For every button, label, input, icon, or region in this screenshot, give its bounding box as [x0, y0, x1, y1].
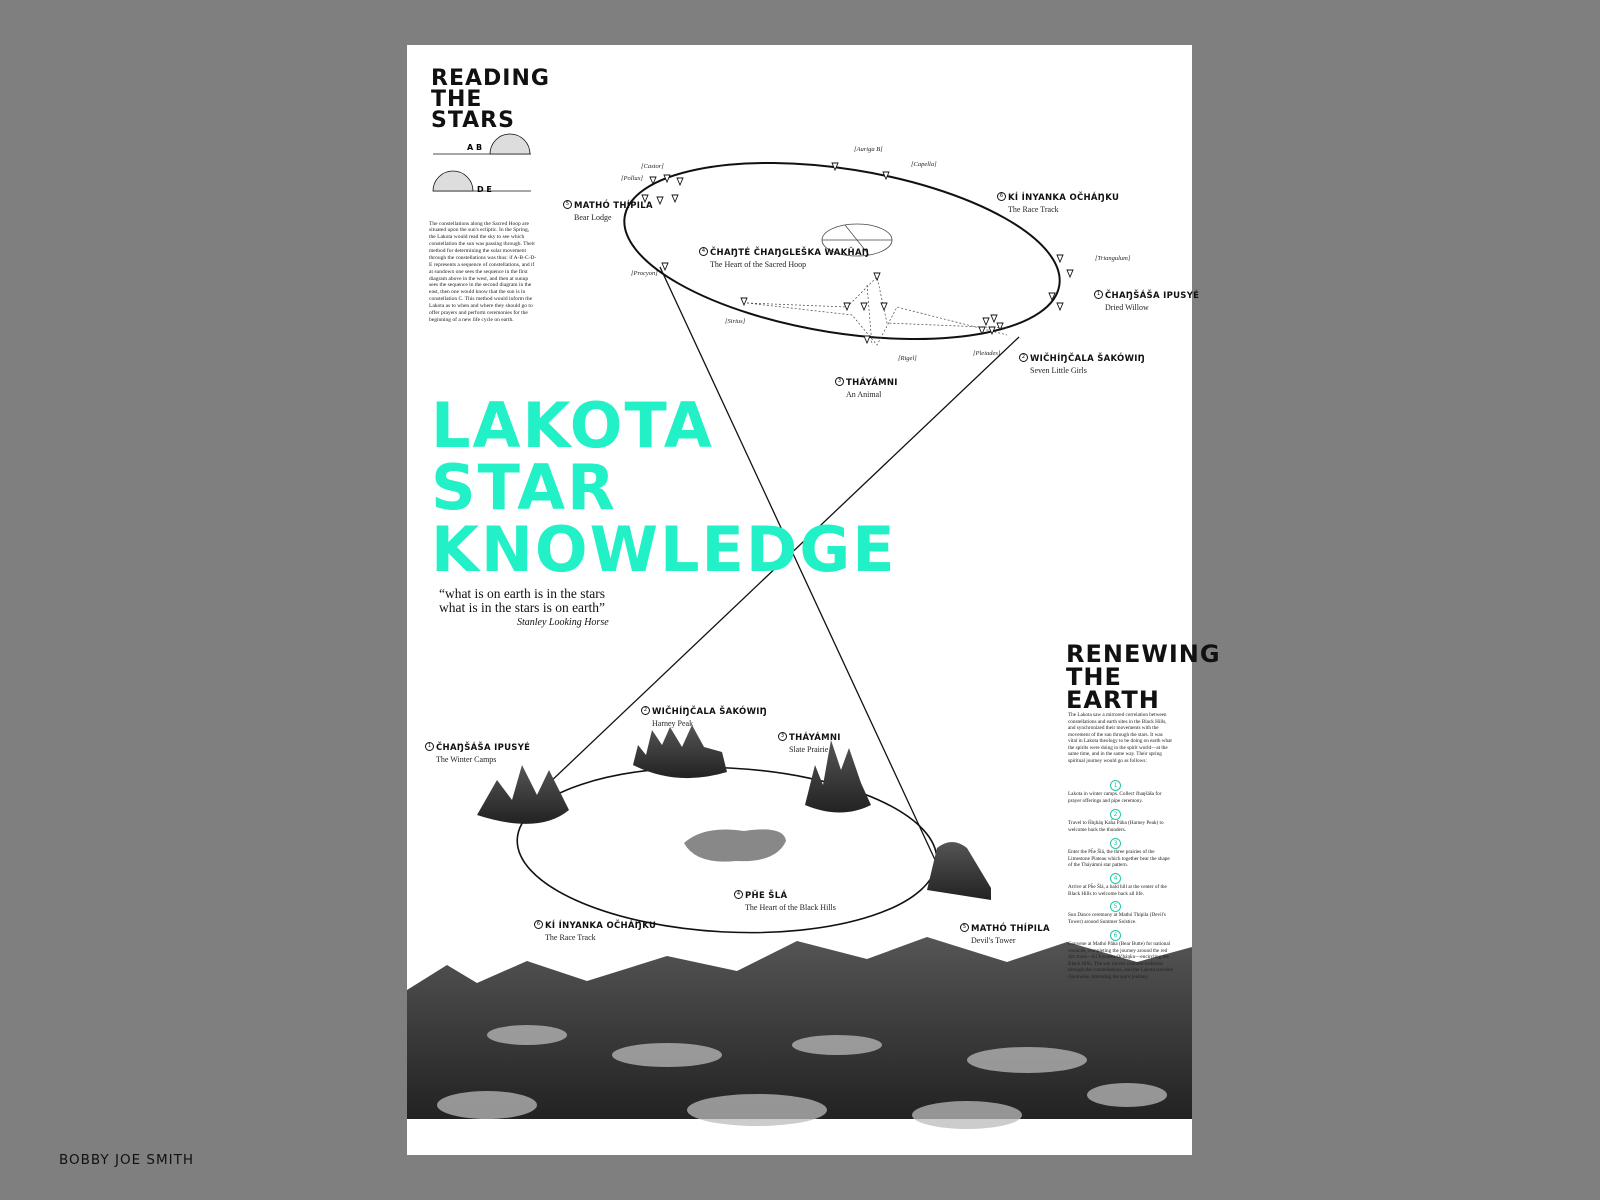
- star-name: [Pollux]: [621, 175, 644, 182]
- reading-heading: READING THE STARS: [431, 66, 550, 133]
- step-text: Travel to Ḧiŋháŋ Kaȟa Páha (Harney Peak) to welcome back the thunders.: [1068, 820, 1164, 833]
- page-title: [431, 389, 897, 586]
- step-number: 5: [1110, 901, 1121, 912]
- earth-label: 3 THÁYÁMNI Slate Prairie: [778, 727, 841, 754]
- diagram-letters-bottom: D E: [477, 185, 492, 194]
- sky-label: 5 MATHÓ THÍPILA Bear Lodge: [563, 195, 653, 222]
- earth-label: 6 KÍ ÍNYANKA OČHÁŊKU The Race Track: [534, 915, 656, 942]
- harney-peak-rocks: [633, 725, 727, 778]
- step-number: 3: [1110, 838, 1121, 849]
- renewing-heading: RENEWING THE EARTH: [1066, 640, 1221, 714]
- star-name: [Pleiades]: [973, 350, 1001, 357]
- tipi-camp: [477, 765, 569, 824]
- quote-author: Stanley Looking Horse: [517, 617, 609, 628]
- step-text: Sun Dance ceremony at Mathó Thípila (Devil's Tower) around Summer Solstice.: [1068, 912, 1166, 925]
- earth-label: 1 ČHAŊŠÁŠA IPUSYÉ The Winter Camps: [425, 737, 530, 764]
- star-name: [Castor]: [641, 163, 664, 170]
- star-name: [Auriga B]: [854, 146, 883, 153]
- poster: [407, 45, 1221, 1155]
- quote: “what is on earth is in the stars what is in the stars is on earth”: [438, 586, 606, 616]
- step-text: Convene at Mathó Páha (Bear Butte) for national councils, completing the journey around the red dirt track—Kí Ínyanka Očháŋku—encircling the Black Hills. The sun moves counterclockwise through the constellations, and the Lakota traveled clockwise, mirroring the sun's journey.: [1068, 941, 1174, 980]
- earth-label: 5 MATHÓ THÍPILA Devil's Tower: [960, 918, 1050, 945]
- sky-label: 2 WIČHÍŊČALA ŠAKÓWIŊ Seven Little Girls: [1019, 348, 1145, 375]
- sky-label: 4 ČHAŊTÉ ČHAŊGLEŠKA WAKȞAŊ The Heart of the Sacred Hoop: [699, 242, 869, 269]
- author-credit: BOBBY JOE SMITH: [59, 1152, 194, 1168]
- sky-label: 3 THÁYÁMNI An Animal: [835, 372, 898, 399]
- star-name: [Procyon]: [631, 270, 658, 277]
- sky-label: 1 ČHAŊŠÁŠA IPUSYÉ Dried Willow: [1094, 285, 1199, 312]
- reading-text: The constellations along the Sacred Hoop are situated upon the sun's ecliptic. In the Spring, the Lakota would read the sky to see which constellation the sun was passing through. Their method for determining the solar movement through the constellations was thus: if A-B-C-D-E represents a sequence of constellations, and if at sundown one sees the sequence in the first diagram above in the west, and then at sunup sees the sequence in the second diagram in the east, then one would know that the sun is in constellation C. This method would inform the Lakota as to when and where they should go to offer prayers and perform ceremonies for the beginning of a new life cycle on earth.: [429, 220, 537, 323]
- title-line: KNOWLEDGE: [431, 513, 897, 586]
- heart-black-hills: [684, 829, 786, 861]
- step-text: Arrive at Pȟe Šlá, a bald hill at the center of the Black Hills to welcome back all life.: [1068, 884, 1167, 897]
- earth-label: 2 WIČHÍŊČALA ŠAKÓWIŊ Harney Peak: [641, 701, 767, 728]
- renewing-text: The Lakota saw a mirrored correlation between constellations and earth sites in the Black Hills, and synchronized their movements with the movement of the sun through the stars. It was vital in Lakota theology to be doing on earth what the spirits were doing in the spirit world—at the same time, and in the same way. Their spring spiritual journey would go as follows:: [1068, 712, 1172, 764]
- earth-label: 4 PȞE ŠLÁ The Heart of the Black Hills: [734, 885, 836, 912]
- diagram-letters-top: A B: [467, 143, 483, 152]
- title-line: STAR: [431, 451, 617, 524]
- step-number: 1: [1110, 780, 1121, 791]
- earth-sites: [477, 725, 991, 900]
- step-text: Lakota in winter camps. Collect čhaŋšáša for prayer offerings and pipe ceremony.: [1068, 791, 1162, 804]
- sky-label: 6 KÍ ÍNYANKA OČHÁŊKU The Race Track: [997, 187, 1119, 214]
- step-text: Enter the Pȟe Šlá, the three prairies of the Limestone Plateau which together bear the shape of the Tháyámni star pattern.: [1068, 849, 1170, 868]
- devils-tower: [927, 842, 991, 900]
- star-name: [Sirius]: [725, 318, 746, 325]
- star-name: [Rigel]: [898, 355, 917, 362]
- star-name: [Triangulum]: [1095, 255, 1131, 262]
- step-number: 6: [1110, 930, 1121, 941]
- step-number: 4: [1110, 873, 1121, 884]
- star-name: [Capella]: [911, 161, 937, 168]
- step-number: 2: [1110, 809, 1121, 820]
- title-line: LAKOTA: [431, 389, 714, 462]
